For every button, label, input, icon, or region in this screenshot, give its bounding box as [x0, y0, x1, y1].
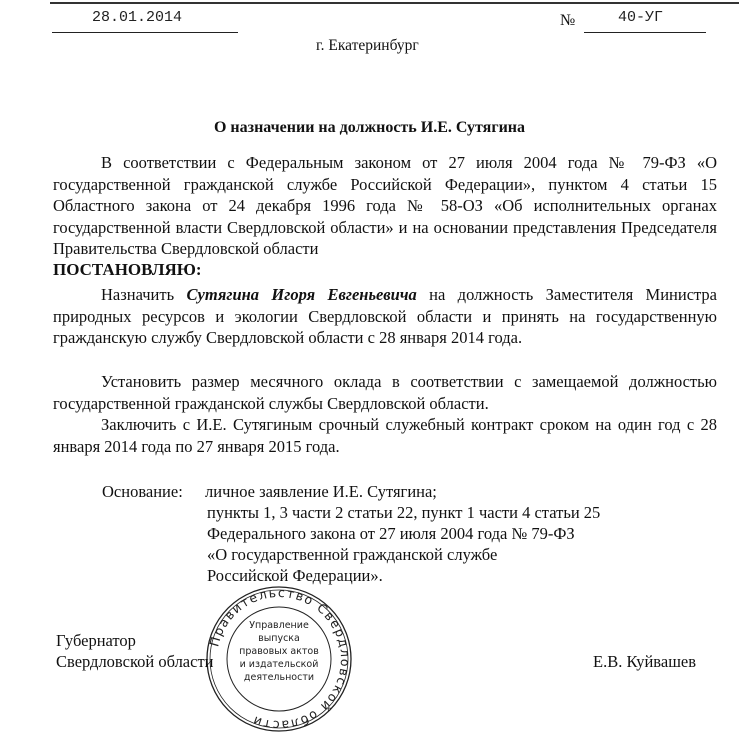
date-underline — [52, 32, 238, 33]
basis-line: личное заявление И.Е. Сутягина; — [205, 482, 437, 501]
paragraph-contract: Заключить с И.Е. Сутягиным срочный служебный контракт сроком на один год с 28 января 2014 года по 27 января 2015 года. — [53, 415, 717, 456]
basis-label: Основание: — [102, 482, 183, 501]
official-stamp — [203, 583, 355, 735]
signatory-name: Е.В. Куйвашев — [593, 652, 697, 671]
signatory-position-line2: Свердловской области — [56, 652, 214, 671]
svg-text:Правительство Свердловской обл: Правительство Свердловской области — [206, 584, 354, 734]
svg-text:Управление: Управление — [249, 620, 309, 631]
appointee-name: Сутягина Игоря Евгеньевича — [186, 285, 417, 304]
paragraph-appointment — [53, 284, 717, 349]
svg-text:и издательской: и издательской — [239, 659, 319, 670]
svg-text:выпуска: выпуска — [258, 633, 300, 644]
city: г. Екатеринбург — [316, 37, 419, 54]
lead-text: Назначить — [101, 285, 175, 304]
number-sign: № — [560, 12, 576, 29]
preamble: В соответствии с Федеральным законом от 27 июля 2004 года № 79-ФЗ «О государственной гражданской службе Российской Федерации», пунктом 4 статьи 15 Областного закона от 24 декабря 1996 года № 58-ОЗ «Об исполнительных органах государственной власти Свердловской области» и на основании представления Председателя Правительства Свердловской области — [53, 153, 717, 258]
document-date: 28.01.2014 — [92, 9, 183, 26]
document-title: О назначении на должность И.Е. Сутягина — [213, 119, 526, 136]
svg-text:деятельности: деятельности — [243, 672, 315, 683]
paragraph-salary: Установить размер месячного оклада в соответствии с замещаемой должностью государственной гражданской службы Свердловской области. — [53, 372, 717, 413]
decree-word: ПОСТАНОВЛЯЮ: — [53, 260, 202, 279]
appointment-rest: на должность Заместителя Министра природных ресурсов и экологии Свердловской области и принять на государственную гражданскую службу Свердловской области с 28 января 2014 года. — [53, 285, 717, 347]
basis-line: Российской Федерации». — [207, 566, 383, 585]
basis-line: «О государственной гражданской службе — [207, 545, 498, 564]
number-underline — [584, 32, 706, 33]
top-border-line — [50, 2, 739, 4]
basis-line: пункты 1, 3 части 2 статьи 22, пункт 1 части 4 статьи 25 — [207, 503, 601, 522]
signatory-position-line1: Губернатор — [56, 631, 136, 650]
svg-text:правовых актов: правовых актов — [239, 646, 319, 657]
basis-line: Федерального закона от 27 июля 2004 года № 79-ФЗ — [207, 524, 575, 543]
document-number: 40-УГ — [618, 9, 664, 26]
